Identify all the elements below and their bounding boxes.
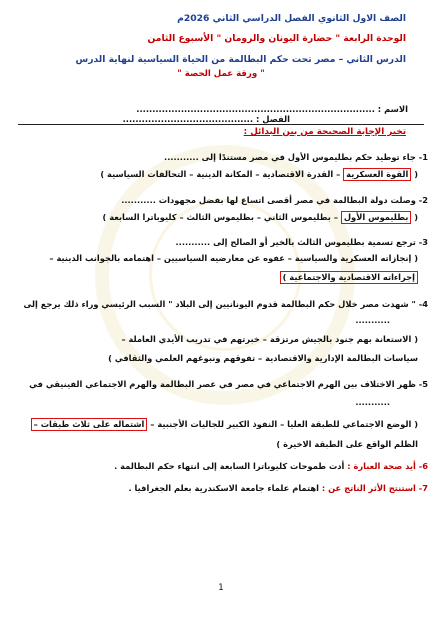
q2-selected-answer[interactable]: بطليموس الأول xyxy=(341,211,411,224)
q1-other-options: – القدرة الاقتصادية – المكانة الدينية – التحالفات السياسية ) xyxy=(100,169,341,179)
q1-selected-answer[interactable]: القوة العسكرية xyxy=(343,168,411,181)
q1-stem: 1- جاء توطيد حكم بطليموس الأول في مصر مستندًا إلى ........... xyxy=(164,152,428,162)
q6-text: أدت طموحات كليوباترا السابعة إلى انتهاء حكم البطالمة . xyxy=(114,461,345,471)
q7-text: اهتمام علماء جامعة الاسكندرية بعلم الجغرافيا . xyxy=(128,483,319,493)
q7-label: 7- استنتج الأثر الناتج عن : xyxy=(321,483,428,493)
q3-stem: 3- ترجع تسمية بطليموس الثالث بالخير أو الصالح إلى ........... xyxy=(175,237,428,247)
q4-options-line1: ( الاستعانة بهم جنود بالجيش مرتزقة – خبرتهم في تدريب الأيدي العاملة – xyxy=(121,334,418,344)
q6-line xyxy=(14,460,428,472)
q2-stem: 2- وصلت دولة البطالمة في مصر أقصى اتساع لها بفضل مجهودات ........... xyxy=(121,195,428,205)
page-number: 1 xyxy=(218,583,224,593)
instruction-title: تخير الإجابة الصحيحة من بين البدائل : xyxy=(243,127,406,137)
q3-options-line2 xyxy=(14,271,418,284)
q3-options-line1: ( إنجازاته العسكرية والسياسية – عفوه عن معارضيه السياسيين – اهتمامه بالجوانب الدينية – xyxy=(49,253,418,263)
q7-line xyxy=(14,482,428,494)
q1-options: ( القوة العسكرية – القدرة الاقتصادية – المكانة الدينية – التحالفات السياسية ) xyxy=(100,169,418,179)
q5-options-line1 xyxy=(14,418,418,431)
header-line-unit: الوحدة الرابعة " حضارة اليونان والرومان " الأسبوع الثامن xyxy=(147,33,406,44)
q5-options-line2: الظلم الواقع على الطبقة الاخيرة ) xyxy=(276,439,418,449)
header-line-grade: الصف الاول الثانوي الفصل الدراسي الثاني 2026م xyxy=(177,13,406,24)
student-name-field[interactable]: الاسم : ........................................................................... xyxy=(136,104,408,114)
student-class-field[interactable]: الفصل : ......................................... xyxy=(122,114,290,124)
q4-stem-line1: 4- " شهدت مصر خلال حكم البطالمة قدوم اليونانيين إلى البلاد " السبب الرئيسي وراء ذلك يرجع إلى xyxy=(23,299,428,309)
q2-other-options: – بطليموس الثاني – بطليموس الثالث – كليوباترا السابعة ) xyxy=(102,212,338,222)
header-line-lesson: الدرس الثاني – مصر تحت حكم البطالمة من الحياة السياسية لنهاية الدرس xyxy=(75,54,406,65)
q5-stem-line2: ........... xyxy=(355,397,390,407)
q3-selected-answer[interactable]: إجراءاته الاقتصادية والاجتماعية ) xyxy=(280,271,418,284)
q5-stem-line1: 5- ظهر الاختلاف بين الهرم الاجتماعي في مصر في عصر البطالمة والهرم الاجتماعي الفينيقي في xyxy=(29,379,428,389)
q4-options-line2: سياسات البطالمة الإدارية والاقتصادية – تفوقهم ونبوغهم العلمي والثقافي ) xyxy=(108,353,418,363)
q5-selected-answer[interactable]: اشتماله على ثلاث طبقات – xyxy=(31,418,148,431)
q2-options: ( بطليموس الأول – بطليموس الثاني – بطليموس الثالث – كليوباترا السابعة ) xyxy=(102,212,418,222)
header-divider xyxy=(18,124,424,125)
q5-other-options: ( الوضع الاجتماعي للطبقة العليا – النفوذ الكبير للجاليات الأجنبية – xyxy=(150,419,418,429)
q6-label: 6- أيد صحة العبارة : xyxy=(347,461,428,471)
q4-stem-line2: ........... xyxy=(355,315,390,325)
header-line-worksheet: " ورقة عمل الحصة " xyxy=(177,69,265,79)
